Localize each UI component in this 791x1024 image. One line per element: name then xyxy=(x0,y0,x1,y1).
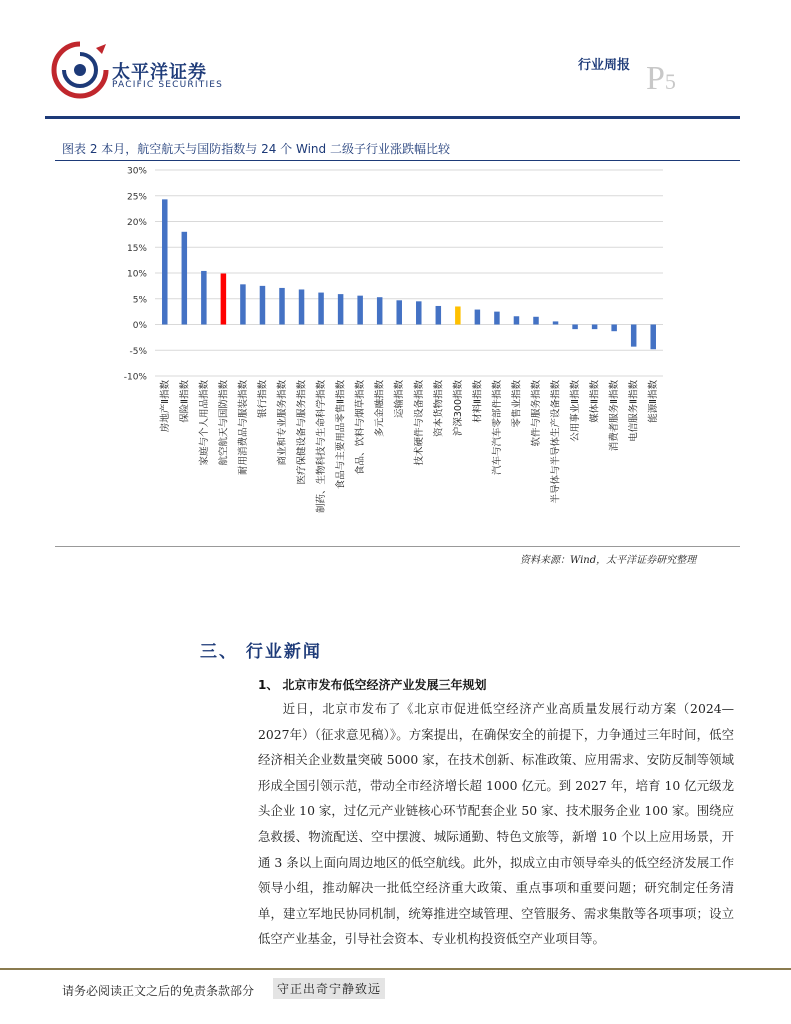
chart-x-labels xyxy=(159,380,659,514)
report-type-label: 行业周报 xyxy=(578,58,631,73)
news-paragraph: 近日，北京市发布了《北京市促进低空经济产业高质量发展行动方案（2024—2027年）（征求意见稿）》。方案提出，在确保安全的前提下，力争通过三年时间，低空经济相关企业数量突破 5000 家，在技术创新、标准政策、应用需求、安防反制等领域形成全国引领示范，带动全市经济增长超 1000 亿元。到 2027 年，培育 10 亿元级龙头企业 10 家，过亿元产业链核心环节配套企业 50 家、技术服务企业 100 家。围绕应急救援、物流配送、空中摆渡、城际通勤、特色文旅等，新增 10 个以上应用场景，开通 3 条以上面向周边地区的低空航线。此外，拟成立由市领导牵头的低空经济发展工作领导小组，推动解决一批低空经济重大政策、重点事项和重要问题；研究制定任务清单，建立军地民协同机制，统筹推进空域管理、空管服务、需求集散等各项事项；设立低空产业基金，引导社会资本、专业机构投资低空产业项目等。 xyxy=(258,701,734,947)
y-tick-label: 15% xyxy=(126,243,147,254)
figure-caption: 图表 2 本月，航空航天与国防指数与 24 个 Wind 二级子行业涨跌幅比较 xyxy=(62,142,450,156)
x-category-label: 食品、饮料与烟草指数 xyxy=(355,380,367,476)
x-category-label: 能源Ⅱ指数 xyxy=(648,380,660,423)
section-title: 三、 行业新闻 xyxy=(200,642,322,662)
x-category-label: 运输指数 xyxy=(394,380,406,419)
bar xyxy=(553,321,559,324)
bar xyxy=(162,199,168,324)
x-category-label: 食品与主要用品零售Ⅱ指数 xyxy=(335,380,347,490)
y-tick-label: 20% xyxy=(126,218,147,228)
bar xyxy=(611,325,617,332)
y-tick-label: -5% xyxy=(129,346,147,357)
figure-source: 资料来源：Wind，太平洋证券研究整理 xyxy=(520,555,697,566)
bar xyxy=(631,325,637,347)
bar-chart xyxy=(55,162,735,544)
page-number xyxy=(646,62,676,96)
company-slogan: 守正出奇宁静致远 xyxy=(273,978,385,999)
x-category-label: 保险Ⅱ指数 xyxy=(179,380,191,423)
brand-name-cn: 太平洋证券 xyxy=(112,62,207,83)
bar xyxy=(338,294,344,324)
x-category-label: 材料Ⅱ指数 xyxy=(472,380,484,423)
news-subtitle: 1、 北京市发布低空经济产业发展三年规划 xyxy=(258,678,487,692)
bar xyxy=(240,284,246,324)
bar xyxy=(221,274,227,325)
x-category-label: 汽车与汽车零部件指数 xyxy=(491,380,503,476)
bar xyxy=(475,310,481,325)
x-category-label: 制药、生物科技与生命科学指数 xyxy=(316,380,328,514)
x-category-label: 房地产Ⅱ指数 xyxy=(159,380,171,433)
bar xyxy=(318,293,324,325)
page-letter: P xyxy=(646,60,665,97)
bar xyxy=(494,312,500,325)
bar xyxy=(436,306,442,325)
x-category-label: 公用事业Ⅱ指数 xyxy=(570,380,582,442)
bar xyxy=(396,300,402,324)
x-category-label: 媒体Ⅱ指数 xyxy=(589,380,601,423)
chart-gridlines xyxy=(155,170,663,376)
bar xyxy=(299,289,305,324)
x-category-label: 消费者服务Ⅱ指数 xyxy=(609,380,621,452)
figure-top-rule xyxy=(55,160,740,161)
bar xyxy=(279,288,285,325)
bar xyxy=(592,325,598,330)
bar xyxy=(455,306,461,324)
y-tick-label: 0% xyxy=(132,321,147,331)
y-tick-label: 10% xyxy=(126,269,147,280)
bar xyxy=(572,325,578,330)
x-category-label: 沪深300指数 xyxy=(452,380,464,437)
page-digit: 5 xyxy=(664,69,676,94)
x-category-label: 医疗保健设备与服务指数 xyxy=(296,380,308,485)
x-category-label: 资本货物指数 xyxy=(433,380,445,438)
x-category-label: 家庭与个人用品指数 xyxy=(198,380,210,466)
bar xyxy=(514,316,520,324)
bar xyxy=(260,286,266,325)
brand-name-en: PACIFIC SECURITIES xyxy=(112,80,224,90)
bar xyxy=(416,301,422,324)
chart-y-ticks xyxy=(124,167,148,383)
disclaimer-note: 请务必阅读正文之后的免责条款部分 xyxy=(62,984,255,998)
x-category-label: 半导体与半导体生产设备指数 xyxy=(550,380,562,504)
x-category-label: 软件与服务指数 xyxy=(531,380,542,447)
header-divider xyxy=(45,116,740,119)
news-body xyxy=(258,696,734,952)
bar xyxy=(357,296,363,325)
x-category-label: 多元金融指数 xyxy=(374,380,386,438)
bar xyxy=(650,325,656,350)
y-tick-label: -10% xyxy=(123,372,147,383)
bar xyxy=(533,317,539,325)
x-category-label: 航空航天与国防指数 xyxy=(218,380,230,466)
x-category-label: 银行指数 xyxy=(257,380,269,419)
x-category-label: 技术硬件与设备指数 xyxy=(413,380,425,466)
bar xyxy=(182,232,188,325)
y-tick-label: 25% xyxy=(126,192,147,203)
bar xyxy=(201,271,207,325)
figure-bottom-rule xyxy=(55,546,740,547)
company-logo xyxy=(50,40,110,100)
y-tick-label: 30% xyxy=(126,166,147,177)
footer-divider xyxy=(0,968,791,970)
x-category-label: 耐用消费品与服装指数 xyxy=(237,380,249,476)
x-category-label: 商业和专业服务指数 xyxy=(277,380,288,466)
x-category-label: 电信服务Ⅱ指数 xyxy=(628,380,640,442)
x-category-label: 零售业指数 xyxy=(511,380,523,428)
y-tick-label: 5% xyxy=(132,295,147,306)
bar xyxy=(377,297,383,324)
